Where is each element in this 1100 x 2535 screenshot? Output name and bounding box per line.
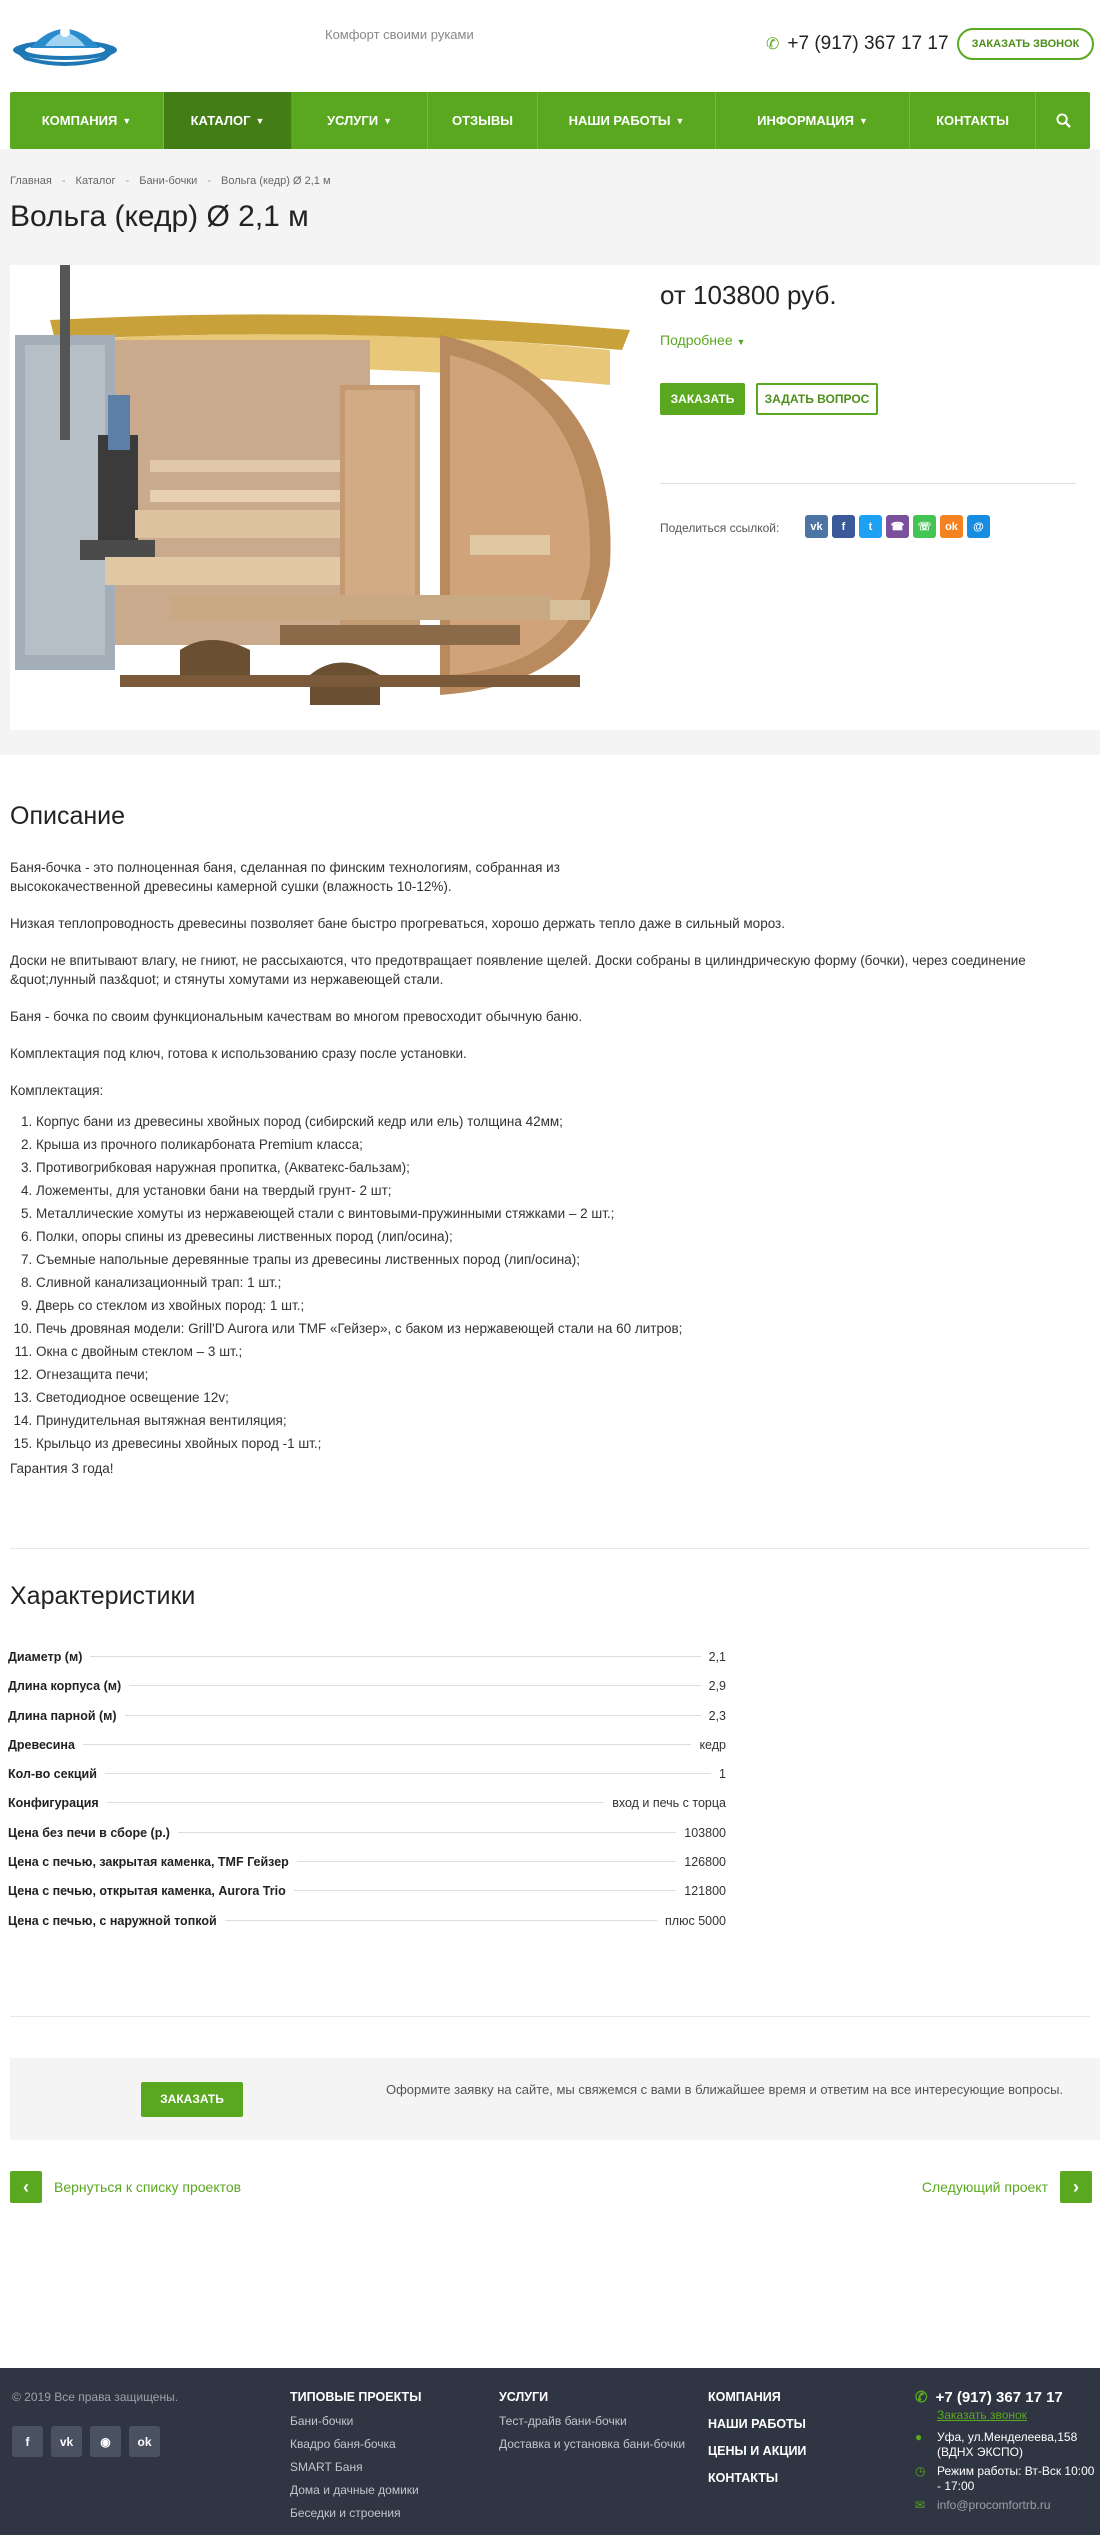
cta-order-button[interactable]: ЗАКАЗАТЬ <box>141 2082 243 2117</box>
footer-link-our-works[interactable]: НАШИ РАБОТЫ <box>708 2417 806 2431</box>
chevron-down-icon: ▼ <box>675 115 685 126</box>
location-pin-icon: ● <box>915 2430 923 2444</box>
spec-value: плюс 5000 <box>665 1913 726 1928</box>
mail-icon: ✉ <box>915 2498 926 2512</box>
breadcrumb-separator: - <box>61 175 66 187</box>
breadcrumb-barrel-saunas[interactable]: Бани-бочки <box>139 175 198 187</box>
nav-label: КОНТАКТЫ <box>936 113 1009 128</box>
next-label: Следующий проект <box>921 2179 1048 2195</box>
footer <box>0 2368 1100 2535</box>
spec-row <box>8 1884 726 1913</box>
back-label: Вернуться к списку проектов <box>54 2179 242 2195</box>
chevron-down-icon: ▼ <box>122 115 132 126</box>
description-paragraph: Баня - бочка по своим функциональным качествам во многом превосходит обычную баню. <box>10 1009 583 1024</box>
spec-row <box>8 1738 726 1767</box>
nav-label: УСЛУГИ <box>327 113 379 128</box>
spec-leader <box>225 1920 657 1921</box>
spec-leader <box>105 1773 711 1774</box>
description-paragraph: Комплектация: <box>10 1083 104 1098</box>
spec-name: Диаметр (м) <box>8 1650 83 1664</box>
product-image[interactable] <box>10 265 630 730</box>
ask-question-button[interactable]: ЗАДАТЬ ВОПРОС <box>756 383 878 415</box>
footer-hours-text: Режим работы: Вт-Вск 10:00 - 17:00 <box>937 2464 1095 2493</box>
footer-link[interactable]: Доставка и установка бани-бочки <box>499 2437 686 2451</box>
spec-name: Длина корпуса (м) <box>8 1679 122 1694</box>
footer-phone[interactable] <box>915 2388 1100 2406</box>
share-icons <box>805 515 990 538</box>
footer-col-services <box>499 2390 689 2459</box>
spec-value: 2,3 <box>708 1708 726 1723</box>
nav-item-reviews[interactable] <box>428 92 538 149</box>
footer-link-contacts[interactable]: КОНТАКТЫ <box>708 2471 779 2485</box>
list-item: 13. Светодиодное освещение 12v; <box>36 1386 1080 1409</box>
spec-leader <box>129 1685 700 1686</box>
barrel-sauna-illustration <box>10 265 630 730</box>
spec-row <box>8 1855 726 1884</box>
description-title: Описание <box>10 802 126 830</box>
warranty-text: Гарантия 3 года! <box>10 1461 114 1476</box>
chevron-down-icon: ▼ <box>858 115 868 126</box>
footer-link[interactable]: Квадро баня-бочка <box>290 2437 396 2451</box>
site-tagline: Комфорт своими руками <box>325 27 474 42</box>
nav-label: НАШИ РАБОТЫ <box>568 113 671 128</box>
order-call-button[interactable]: ЗАКАЗАТЬ ЗВОНОК <box>957 28 1094 60</box>
spec-value: 121800 <box>684 1884 726 1899</box>
description-paragraph: Низкая теплопроводность древесины позволяет бане быстро прогреваться, хорошо держать тепло даже в сильный мороз. <box>10 916 785 931</box>
spec-name: Длина парной (м) <box>8 1708 117 1723</box>
footer-address-text: Уфа, ул.Менделеева,158 (ВДНХ ЭКСПО) <box>937 2430 1078 2459</box>
spec-value: 1 <box>719 1767 726 1782</box>
back-to-projects-link[interactable] <box>10 2171 241 2203</box>
spec-leader <box>83 1744 692 1745</box>
chevron-down-icon: ▼ <box>255 115 265 126</box>
spec-name: Древесина <box>8 1737 75 1752</box>
divider <box>10 2016 1090 2017</box>
moimir-icon[interactable]: @ <box>967 515 990 538</box>
copyright: © 2019 Все права защищены. <box>12 2390 179 2404</box>
footer-address <box>915 2430 1100 2460</box>
list-item: 9. Дверь со стеклом из хвойных пород: 1 шт.; <box>36 1294 1080 1317</box>
facebook-icon[interactable]: f <box>12 2426 43 2457</box>
spec-name: Цена без печи в сборе (р.) <box>8 1825 170 1840</box>
nav-label: КОМПАНИЯ <box>41 113 118 128</box>
description-body <box>10 858 1080 1496</box>
divider <box>660 483 1076 484</box>
footer-link[interactable]: Дома и дачные домики <box>290 2483 419 2497</box>
footer-email-text: info@procomfortrb.ru <box>937 2498 1051 2512</box>
nav-label: ИНФОРМАЦИЯ <box>757 113 854 128</box>
spec-value: 126800 <box>684 1855 726 1870</box>
whatsapp-icon[interactable]: ☏ <box>913 515 936 538</box>
list-item: 15. Крыльцо из древесины хвойных пород -1 шт.; <box>36 1432 1080 1455</box>
chevron-right-icon: › <box>1060 2171 1092 2203</box>
nav-item-information[interactable] <box>716 92 910 149</box>
nav-item-services[interactable] <box>292 92 428 149</box>
spec-leader <box>297 1861 676 1862</box>
breadcrumb-separator: - <box>207 175 211 187</box>
chevron-down-icon: ▼ <box>736 337 746 347</box>
list-item: 2. Крыша из прочного поликарбоната Premium класса; <box>36 1133 1080 1156</box>
list-item: 4. Ложементы, для установки бани на твердый грунт- 2 шт; <box>36 1179 1080 1202</box>
list-item: 6. Полки, опоры спины из древесины лиственных пород (лип/осина); <box>36 1225 1080 1248</box>
twitter-icon[interactable]: t <box>859 515 882 538</box>
odnoklassniki-icon[interactable]: ok <box>129 2426 160 2457</box>
instagram-icon[interactable]: ◉ <box>90 2426 121 2457</box>
footer-link-prices[interactable]: ЦЕНЫ И АКЦИИ <box>708 2444 807 2458</box>
list-item: 3. Противогрибковая наружная пропитка, (Акватекс-бальзам); <box>36 1156 1080 1179</box>
page-title: Вольга (кедр) Ø 2,1 м <box>10 200 309 233</box>
search-button[interactable] <box>1036 92 1090 149</box>
footer-col-title[interactable]: УСЛУГИ <box>499 2390 549 2404</box>
footer-link-company[interactable]: КОМПАНИЯ <box>708 2390 781 2404</box>
next-project-link[interactable] <box>922 2171 1092 2203</box>
breadcrumb <box>10 175 331 187</box>
footer-link[interactable]: Тест-драйв бани-бочки <box>499 2414 627 2428</box>
footer-email[interactable] <box>915 2498 1100 2513</box>
spec-row <box>8 1679 726 1708</box>
breadcrumb-separator: - <box>125 175 130 187</box>
order-button[interactable]: ЗАКАЗАТЬ <box>660 383 745 415</box>
spec-row <box>8 1650 726 1679</box>
spec-leader <box>90 1656 700 1657</box>
spec-name: Цена с печью, открытая каменка, Aurora Trio <box>8 1884 286 1899</box>
logo[interactable] <box>10 10 120 72</box>
spec-name: Конфигурация <box>8 1796 99 1811</box>
specs-title: Характеристики <box>10 1582 196 1610</box>
nav-label: КАТАЛОГ <box>190 113 251 128</box>
spec-leader <box>294 1890 677 1891</box>
spec-row <box>8 1914 726 1943</box>
footer-link[interactable]: Бани-бочки <box>290 2414 354 2428</box>
list-item: 12. Огнезащита печи; <box>36 1363 1080 1386</box>
phone-icon: ✆ <box>766 36 780 53</box>
list-item: 1. Корпус бани из древесины хвойных пород (сибирский кедр или ель) толщина 42мм; <box>36 1110 1080 1133</box>
breadcrumb-catalog[interactable]: Каталог <box>75 175 116 187</box>
description-paragraph: Комплектация под ключ, готова к использованию сразу после установки. <box>10 1046 467 1061</box>
more-details-label: Подробнее <box>660 332 733 348</box>
equipment-list <box>36 1110 1080 1455</box>
footer-link[interactable]: Беседки и строения <box>290 2506 401 2520</box>
nav-item-contacts[interactable] <box>910 92 1036 149</box>
footer-hours <box>915 2464 1100 2494</box>
nav-label: ОТЗЫВЫ <box>451 113 514 128</box>
header <box>0 0 1100 90</box>
more-details-link[interactable] <box>660 332 745 348</box>
divider <box>10 1548 1090 1549</box>
product-price: от 103800 руб. <box>660 280 837 310</box>
list-item: 8. Сливной канализационный трап: 1 шт.; <box>36 1271 1080 1294</box>
spec-row <box>8 1709 726 1738</box>
cta-text: Оформите заявку на сайте, мы свяжемся с вами в ближайшее время и ответим на все интересующие вопросы. <box>386 2082 1064 2097</box>
footer-socials <box>12 2426 160 2457</box>
footer-col-title[interactable]: ТИПОВЫЕ ПРОЕКТЫ <box>290 2390 422 2404</box>
footer-contacts <box>915 2388 1100 2513</box>
spec-value: кедр <box>699 1737 726 1752</box>
spec-name: Кол-во секций <box>8 1767 97 1782</box>
list-item: 5. Металлические хомуты из нержавеющей стали с винтовыми-пружинными стяжками – 2 шт.; <box>36 1202 1080 1225</box>
cta-block <box>10 2058 1100 2140</box>
description-paragraph: Баня-бочка - это полноценная баня, сделанная по финским технологиям, собранная из высококачественной древесины камерной сушки (влажность 10-12%). <box>10 860 560 894</box>
odnoklassniki-icon[interactable]: ok <box>940 515 963 538</box>
chevron-down-icon: ▼ <box>383 115 392 126</box>
nav-item-catalog[interactable] <box>164 92 292 149</box>
spec-value: 2,9 <box>708 1679 726 1694</box>
spec-leader <box>125 1715 701 1716</box>
header-phone[interactable] <box>766 33 949 55</box>
footer-link[interactable]: SMART Баня <box>290 2460 363 2474</box>
description-paragraph: Доски не впитывают влагу, не гниют, не рассыхаются, что предотвращает появление щелей. Доски собраны в цилиндрическую форму (бочки), через соединение &quot;лунный паз&quot; и стянуты хомутами из нержавеющей стали. <box>10 953 1026 987</box>
breadcrumb-home[interactable]: Главная <box>10 175 52 187</box>
list-item: 14. Принудительная вытяжная вентиляция; <box>36 1409 1080 1432</box>
footer-callback-link[interactable]: Заказать звонок <box>937 2408 1027 2422</box>
main-nav <box>10 92 1090 149</box>
list-item: 7. Съемные напольные деревянные трапы из древесины лиственных пород (лип/осина); <box>36 1248 1080 1271</box>
vk-icon[interactable]: vk <box>805 515 828 538</box>
spec-value: 2,1 <box>708 1650 726 1664</box>
footer-col-main-links <box>708 2390 806 2498</box>
facebook-icon[interactable]: f <box>832 515 855 538</box>
share-label: Поделиться ссылкой: <box>660 521 780 535</box>
spec-value: вход и печь с торца <box>612 1796 726 1811</box>
list-item: 10. Печь дровяная модели: Grill'D Aurora или TMF «Гейзер», с баком из нержавеющей стали на 60 литров; <box>36 1317 1080 1340</box>
clock-icon: ◷ <box>915 2464 926 2478</box>
vk-icon[interactable]: vk <box>51 2426 82 2457</box>
spec-name: Цена с печью, закрытая каменка, TMF Гейзер <box>8 1855 289 1870</box>
specs-table <box>8 1650 726 1943</box>
spec-name: Цена с печью, с наружной топкой <box>8 1913 217 1928</box>
chevron-left-icon: ‹ <box>10 2171 42 2203</box>
list-item: 11. Окна с двойным стеклом – 3 шт.; <box>36 1340 1080 1363</box>
spec-row <box>8 1767 726 1796</box>
footer-phone-number: +7 (917) 367 17 17 <box>935 2388 1063 2406</box>
footer-col-projects <box>290 2390 421 2528</box>
spec-row <box>8 1826 726 1855</box>
product-panel <box>10 265 1100 730</box>
spec-leader <box>178 1832 676 1833</box>
spec-leader <box>107 1802 605 1803</box>
phone-icon: ✆ <box>915 2389 928 2406</box>
nav-item-company[interactable] <box>10 92 164 149</box>
breadcrumb-current: Вольга (кедр) Ø 2,1 м <box>220 175 331 187</box>
viber-icon[interactable]: ☎ <box>886 515 909 538</box>
nav-item-our-works[interactable] <box>538 92 716 149</box>
header-phone-number: +7 (917) 367 17 17 <box>787 33 949 54</box>
spec-row <box>8 1796 726 1825</box>
search-icon <box>1056 113 1071 128</box>
spec-value: 103800 <box>684 1825 726 1840</box>
